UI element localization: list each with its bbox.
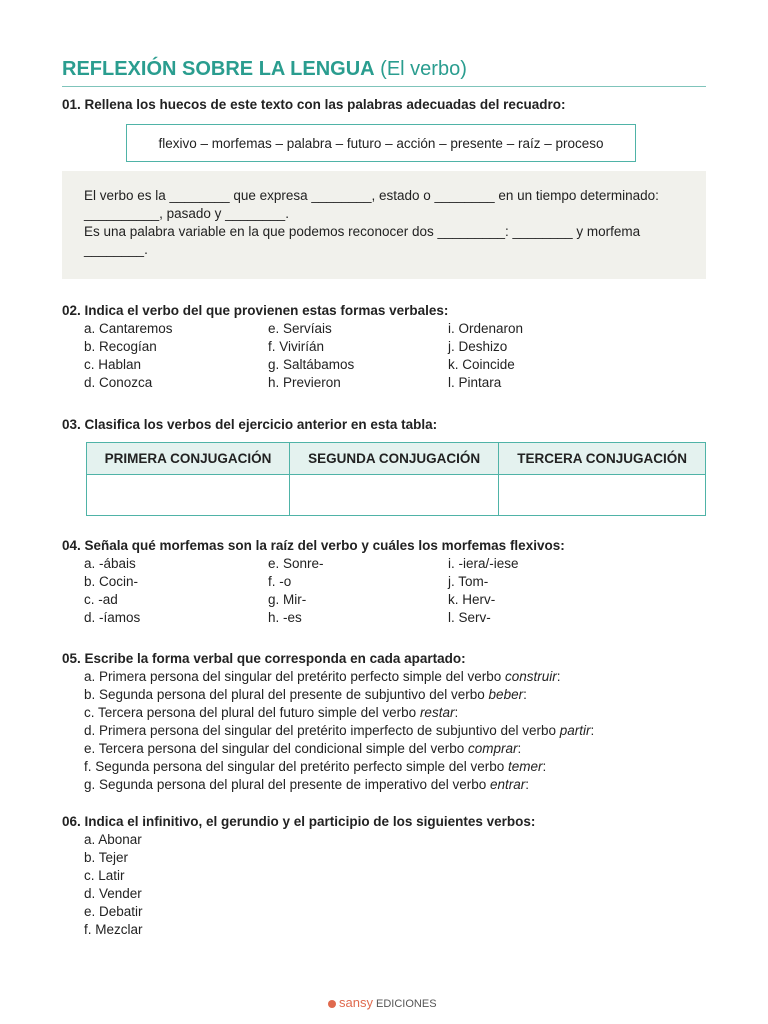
q2-item: e. Servíais: [268, 321, 332, 336]
q6-heading: 06. Indica el infinitivo, el gerundio y el participio de los siguientes verbos:: [62, 814, 536, 829]
q2-item: i. Ordenaron: [448, 321, 524, 336]
brand-label: EDICIONES: [376, 998, 437, 1010]
brand-name: sansy: [339, 995, 373, 1010]
q2-item: j. Deshizo: [448, 339, 508, 354]
q3-heading: 03. Clasifica los verbos del ejercicio anterior en esta tabla:: [62, 417, 438, 432]
q2-item: d. Conozca: [84, 375, 153, 390]
page-title: [62, 58, 467, 81]
table-cell-second[interactable]: [290, 475, 499, 516]
footer-logo: [328, 995, 437, 1010]
q4-item: h. -es: [268, 610, 302, 625]
q4-heading: 04. Señala qué morfemas son la raíz del verbo y cuáles los morfemas flexivos:: [62, 538, 565, 553]
table-header-third: TERCERA CONJUGACIÓN: [499, 443, 706, 475]
q6-item: e. Debatir: [84, 904, 143, 919]
q2-item: b. Recogían: [84, 339, 157, 354]
q2-item: l. Pintara: [448, 375, 502, 390]
q2-heading: 02. Indica el verbo del que provienen estas formas verbales:: [62, 303, 449, 318]
q1-line-2: __________, pasado y ________.: [84, 206, 289, 221]
q4-item: b. Cocin-: [84, 574, 139, 589]
q6-item: c. Latir: [84, 868, 125, 883]
q5-item: g. Segunda persona del plural del presente de imperativo del verbo entrar:: [84, 777, 530, 792]
table-cell-first[interactable]: [87, 475, 290, 516]
q4-item: k. Herv-: [448, 592, 496, 607]
q2-item: f. Viviríán: [268, 339, 325, 354]
title-divider: [62, 86, 706, 87]
q5-item: f. Segunda persona del singular del pretérito perfecto simple del verbo temer:: [84, 759, 547, 774]
q2-item: g. Saltábamos: [268, 357, 355, 372]
table-cell-third[interactable]: [499, 475, 706, 516]
q4-item: e. Sonre-: [268, 556, 324, 571]
q1-line-1: El verbo es la ________ que expresa ________, estado o ________ en un tiempo determinado:: [84, 188, 659, 203]
q4-item: d. -íamos: [84, 610, 141, 625]
q4-item: i. -iera/-iese: [448, 556, 519, 571]
q4-item: c. -ad: [84, 592, 118, 607]
q5-item: c. Tercera persona del plural del futuro simple del verbo restar:: [84, 705, 459, 720]
q6-item: b. Tejer: [84, 850, 129, 865]
q4-item: j. Tom-: [448, 574, 489, 589]
q1-heading: 01. Rellena los huecos de este texto con las palabras adecuadas del recuadro:: [62, 97, 566, 112]
title-main: REFLEXIÓN SOBRE LA LENGUA: [62, 58, 375, 80]
q6-item: f. Mezclar: [84, 922, 143, 937]
q2-item: c. Hablan: [84, 357, 142, 372]
q4-item: g. Mir-: [268, 592, 307, 607]
q4-item: f. -o: [268, 574, 292, 589]
q1-text-box: [62, 171, 706, 279]
q5-heading: 05. Escribe la forma verbal que corresponda en cada apartado:: [62, 651, 466, 666]
title-sub: (El verbo): [380, 58, 467, 80]
q1-word-box: flexivo – morfemas – palabra – futuro – acción – presente – raíz – proceso: [126, 124, 636, 162]
logo-dot-icon: [328, 1000, 336, 1008]
q1-line-4: ________.: [84, 242, 148, 257]
q4-item: a. -ábais: [84, 556, 136, 571]
q2-item: k. Coincide: [448, 357, 515, 372]
q6-item: a. Abonar: [84, 832, 142, 847]
q1-line-3: Es una palabra variable en la que podemos reconocer dos _________: ________ y morfema: [84, 224, 641, 239]
q6-item: d. Vender: [84, 886, 142, 901]
table-header-first: PRIMERA CONJUGACIÓN: [87, 443, 290, 475]
q5-item: a. Primera persona del singular del pretérito perfecto simple del verbo construir:: [84, 669, 561, 684]
q5-item: d. Primera persona del singular del pretérito imperfecto de subjuntivo del verbo partir:: [84, 723, 595, 738]
q4-item: l. Serv-: [448, 610, 491, 625]
q5-item: b. Segunda persona del plural del presente de subjuntivo del verbo beber:: [84, 687, 527, 702]
q2-item: a. Cantaremos: [84, 321, 173, 336]
q5-item: e. Tercera persona del singular del condicional simple del verbo comprar:: [84, 741, 522, 756]
q2-item: h. Previeron: [268, 375, 341, 390]
conjugation-table: [86, 442, 706, 516]
table-header-second: SEGUNDA CONJUGACIÓN: [290, 443, 499, 475]
